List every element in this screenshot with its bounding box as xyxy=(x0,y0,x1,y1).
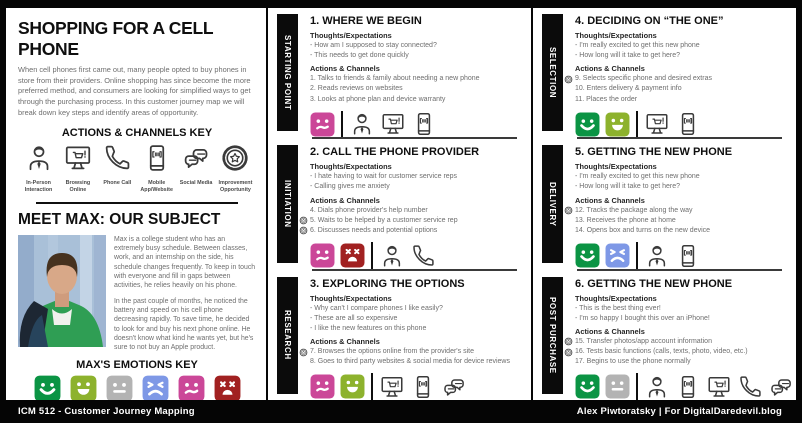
stage-content-1 xyxy=(298,8,531,137)
thoughts-list xyxy=(575,172,794,192)
thought-line: - How long will it take to get here? xyxy=(575,52,681,60)
key-item xyxy=(20,143,57,194)
thoughts-label: Thoughts/Expectations xyxy=(575,31,657,40)
annoyed-face-icon xyxy=(214,375,241,400)
actions-label: Actions & Channels xyxy=(310,195,380,205)
actions-list xyxy=(310,206,529,236)
improvement-opportunity-icon xyxy=(299,216,308,225)
phase-label: DELIVERY xyxy=(548,181,557,227)
channel-icons xyxy=(379,374,467,400)
action-text: 12. Tracks the package along the way xyxy=(575,206,693,214)
bio-paragraph-2: In the past couple of months, he noticed the battery and speed on his cell phone decreasing rapidly. To save time, he decided to look for and buy his next phone online. He doesn't know what kind he wants yet, but he's sure to not buy an Apple product. xyxy=(114,297,254,352)
optimistic-face-icon xyxy=(34,375,61,400)
stage-icon-row xyxy=(310,242,529,269)
channel-icons xyxy=(349,111,437,137)
thought-line: - How am I supposed to stay connected? xyxy=(310,42,437,49)
stage-content-3 xyxy=(298,271,531,400)
key-item-label: Mobile App/Website xyxy=(140,179,173,193)
icon-row-divider xyxy=(371,242,373,269)
action-line xyxy=(310,95,529,105)
mobile-app-icon xyxy=(675,243,701,269)
stage-content-2 xyxy=(298,139,531,268)
mobile-app-icon xyxy=(411,111,437,137)
actions-label: Actions & Channels xyxy=(310,337,380,347)
stage-title-3: 3. EXPLORING THE OPTIONS xyxy=(310,277,465,290)
mobile-app-icon xyxy=(142,143,172,178)
thoughts-label: Thoughts/Expectations xyxy=(310,31,392,40)
actions-list xyxy=(310,347,529,367)
channel-icons xyxy=(379,243,436,269)
mobile-app-icon xyxy=(675,374,701,400)
stage-title-1: 1. WHERE WE BEGIN xyxy=(310,15,422,27)
stage-card-5 xyxy=(533,139,796,268)
phase-label: SELECTION xyxy=(548,47,557,99)
key-item-label: Improvement Opportunity xyxy=(218,179,253,193)
phase-bar-post-purchase xyxy=(542,277,563,394)
stage-card-4 xyxy=(533,8,796,137)
in-person-icon xyxy=(644,374,670,400)
thoughts-label: Thoughts/Expectations xyxy=(310,293,392,303)
emotion-icons xyxy=(310,112,335,137)
anxious-face-icon xyxy=(310,112,335,137)
action-text: 15. Transfer photos/app account information xyxy=(575,337,712,345)
action-line xyxy=(310,226,529,236)
stage-content-6 xyxy=(563,271,796,400)
action-line xyxy=(575,95,794,105)
phase-label: RESEARCH xyxy=(283,310,292,361)
phase-bar-selection xyxy=(542,14,563,131)
action-line xyxy=(575,226,794,236)
poster-content xyxy=(6,8,796,400)
key-item xyxy=(59,143,96,194)
actions-list xyxy=(575,74,794,104)
thought-line: - How long will it take to get here? xyxy=(575,183,681,191)
action-text: 14. Opens box and turns on the new device xyxy=(575,226,711,234)
phone-call-icon xyxy=(102,143,132,178)
stage-title-5: 5. GETTING THE NEW PHONE xyxy=(575,146,733,159)
browsing-online-icon xyxy=(706,374,732,400)
improvement-icon xyxy=(220,143,250,178)
in-person-icon xyxy=(644,243,670,269)
actions-key-title: ACTIONS & CHANNELS KEY xyxy=(61,126,213,139)
optimistic-face-icon xyxy=(575,112,600,137)
actions-key-row xyxy=(18,143,256,194)
stage-content-5 xyxy=(563,139,796,268)
thoughts-label: Thoughts/Expectations xyxy=(575,293,657,303)
improvement-opportunity-icon xyxy=(564,337,573,346)
action-text: 11. Places the order xyxy=(575,95,638,103)
key-item-label: Social Media xyxy=(179,179,213,186)
action-line xyxy=(575,74,794,84)
action-line xyxy=(575,347,794,357)
stage-card-6 xyxy=(533,271,796,400)
key-item xyxy=(99,143,136,187)
action-line xyxy=(575,357,794,367)
phase-label: INITIATION xyxy=(283,180,292,228)
actions-label: Actions & Channels xyxy=(575,64,645,74)
icon-row-divider xyxy=(371,373,373,400)
icon-row-divider xyxy=(341,111,343,138)
thoughts-list xyxy=(310,41,529,61)
thought-line: - I'm really excited to get this new phone xyxy=(575,42,700,49)
improvement-opportunity-icon xyxy=(299,226,308,235)
browsing-online-icon xyxy=(644,111,670,137)
emotion-key-item xyxy=(140,375,171,400)
emotion-icons xyxy=(575,243,630,268)
action-text: 3. Looks at phone plan and device warranty xyxy=(310,95,446,103)
improvement-opportunity-icon xyxy=(564,348,573,357)
emotion-key-item xyxy=(68,375,99,400)
emotion-key-item xyxy=(32,375,63,400)
emotion-icons xyxy=(310,243,365,268)
browsing-online-icon xyxy=(379,374,405,400)
thoughts-list xyxy=(575,41,794,61)
channel-icons xyxy=(644,111,701,137)
thought-line: - Calling gives me anxiety xyxy=(310,183,390,191)
stage-icon-row xyxy=(575,242,794,269)
emotion-icons xyxy=(310,374,365,399)
thoughts-list xyxy=(575,304,794,324)
phase-bar-delivery xyxy=(542,145,563,262)
in-person-icon xyxy=(379,243,405,269)
key-item xyxy=(217,143,254,194)
intro-text: When cell phones first came out, many people opted to buy phones in store from their providers. Online shopping has since become the more preferred method, and consumers are looking for simplified ways to get through the purchasing process. In this customer journey map we will break down key steps and identify areas of opportunity. xyxy=(18,65,251,117)
stage-card-1 xyxy=(268,8,531,137)
stage-title-4: 4. DECIDING ON “THE ONE” xyxy=(575,15,724,27)
actions-label: Actions & Channels xyxy=(575,326,645,336)
social-media-icon xyxy=(441,374,467,400)
action-text: 8. Goes to third party websites & social media for device reviews xyxy=(310,358,510,366)
channel-icons xyxy=(644,374,794,400)
thought-line: - Why can't I compare phones I like easily? xyxy=(310,304,443,312)
emotions-key-row xyxy=(18,375,256,400)
thought-line: - I like the new features on this phone xyxy=(310,324,427,332)
footer-bar xyxy=(6,400,796,423)
browsing-online-icon xyxy=(380,111,406,137)
action-line xyxy=(310,84,529,94)
phase-label: STARTING POINT xyxy=(283,34,292,111)
stage-icon-row xyxy=(575,111,794,138)
hopeful-face-icon xyxy=(605,112,630,137)
icon-row-divider xyxy=(636,373,638,400)
channel-icons xyxy=(644,243,701,269)
action-text: 1. Talks to friends & family about needing a new phone xyxy=(310,75,480,83)
stage-title-6: 6. GETTING THE NEW PHONE xyxy=(575,277,733,290)
action-line xyxy=(310,74,529,84)
page-title: SHOPPING FOR A CELL PHONE xyxy=(18,18,213,59)
in-person-icon xyxy=(24,143,54,178)
section-divider xyxy=(36,202,238,204)
hopeful-face-icon xyxy=(340,374,365,399)
middle-column xyxy=(268,8,531,400)
footer-course-label: ICM 512 - Customer Journey Mapping xyxy=(18,406,195,417)
action-line xyxy=(310,357,529,367)
optimistic-face-icon xyxy=(575,243,600,268)
action-text: 7. Browses the options online from the provider's site xyxy=(310,348,474,356)
stage-icon-row xyxy=(310,373,529,400)
key-item xyxy=(138,143,175,194)
action-text: 13. Receives the phone at home xyxy=(575,216,676,224)
action-line xyxy=(310,347,529,357)
emotion-key-item xyxy=(104,375,135,400)
action-text: 2. Reads reviews on websites xyxy=(310,85,403,93)
action-text: 16. Tests basic functions (calls, texts, photo, video, etc.) xyxy=(575,348,748,356)
action-line xyxy=(575,206,794,216)
emotion-key-item xyxy=(176,375,207,400)
action-line xyxy=(575,84,794,94)
emotions-key-title: MAX'S EMOTIONS KEY xyxy=(76,359,198,372)
left-column xyxy=(6,8,266,400)
improvement-opportunity-icon xyxy=(564,75,573,84)
phase-label: POST PURCHASE xyxy=(548,296,557,374)
action-text: 4. Dials phone provider's help number xyxy=(310,206,428,214)
thought-line: - This needs to get done quickly xyxy=(310,52,409,60)
in-person-icon xyxy=(349,111,375,137)
key-item-label: In-Person Interaction xyxy=(24,179,53,193)
stage-card-2 xyxy=(268,139,531,268)
bio-paragraph-1: Max is a college student who has an extremely busy schedule. Between classes, work, and an internship on the side, his schedule changes frequently. To keep in touch with everyone and fill in gaps between activities, he relies heavily on his phone. xyxy=(114,235,256,290)
actions-label: Actions & Channels xyxy=(310,64,380,74)
key-item xyxy=(178,143,215,187)
subject-row xyxy=(18,235,256,353)
thought-line: - I hate having to wait for customer service reps xyxy=(310,173,458,181)
social-media-icon xyxy=(768,374,794,400)
action-line xyxy=(575,337,794,347)
phase-bar-initiation xyxy=(277,145,298,262)
thoughts-label: Thoughts/Expectations xyxy=(575,162,657,172)
stressed-face-icon xyxy=(605,243,630,268)
action-line xyxy=(310,216,529,226)
thought-line: - These are all so expensive xyxy=(310,314,398,322)
neutral-face-icon xyxy=(106,375,133,400)
phone-call-icon xyxy=(410,243,436,269)
action-text: 17. Begins to use the phone normally xyxy=(575,358,691,366)
mobile-app-icon xyxy=(410,374,436,400)
thought-line: - This is the best thing ever! xyxy=(575,304,661,312)
thought-line: - I'm so happy I bought this over an iPhone! xyxy=(575,314,710,322)
emotion-key-item xyxy=(212,375,243,400)
right-column xyxy=(533,8,796,400)
key-item-label: Browsing Online xyxy=(65,179,91,193)
actions-list xyxy=(310,74,529,104)
action-text: 9. Selects specific phone and desired extras xyxy=(575,75,712,83)
mobile-app-icon xyxy=(675,111,701,137)
optimistic-face-icon xyxy=(575,374,600,399)
browsing-online-icon xyxy=(63,143,93,178)
actions-list xyxy=(575,337,794,367)
subject-bio xyxy=(114,235,256,353)
annoyed-face-icon xyxy=(340,243,365,268)
social-media-icon xyxy=(181,143,211,178)
thoughts-list xyxy=(310,172,529,192)
subject-title: MEET MAX: OUR SUBJECT xyxy=(18,210,221,228)
icon-row-divider xyxy=(636,111,638,138)
hopeful-face-icon xyxy=(70,375,97,400)
action-text: 10. Enters delivery & payment info xyxy=(575,85,682,93)
stage-card-3 xyxy=(268,271,531,400)
action-text: 5. Waits to be helped by a customer service rep xyxy=(310,216,458,224)
anxious-face-icon xyxy=(310,374,335,399)
action-line xyxy=(310,206,529,216)
actions-label: Actions & Channels xyxy=(575,195,645,205)
max-photo xyxy=(18,235,106,347)
actions-list xyxy=(575,206,794,236)
thought-line: - I'm really excited to get this new phone xyxy=(575,173,700,181)
phone-call-icon xyxy=(737,374,763,400)
emotion-icons xyxy=(575,374,630,399)
anxious-face-icon xyxy=(178,375,205,400)
stressed-face-icon xyxy=(142,375,169,400)
neutral-face-icon xyxy=(605,374,630,399)
improvement-opportunity-icon xyxy=(564,206,573,215)
key-item-label: Phone Call xyxy=(103,179,132,186)
footer-author-credit: Alex Piwtoratsky | For DigitalDaredevil.blog xyxy=(576,406,782,417)
phase-bar-research xyxy=(277,277,298,394)
action-text: 6. Discusses needs and potential options xyxy=(310,226,438,234)
stage-content-4 xyxy=(563,8,796,137)
phase-bar-starting-point xyxy=(277,14,298,131)
action-line xyxy=(575,216,794,226)
stage-icon-row xyxy=(575,373,794,400)
thoughts-label: Thoughts/Expectations xyxy=(310,162,392,172)
improvement-opportunity-icon xyxy=(299,348,308,357)
icon-row-divider xyxy=(636,242,638,269)
thoughts-list xyxy=(310,304,529,334)
stage-title-2: 2. CALL THE PHONE PROVIDER xyxy=(310,146,480,159)
stage-icon-row xyxy=(310,111,529,138)
anxious-face-icon xyxy=(310,243,335,268)
emotion-icons xyxy=(575,112,630,137)
